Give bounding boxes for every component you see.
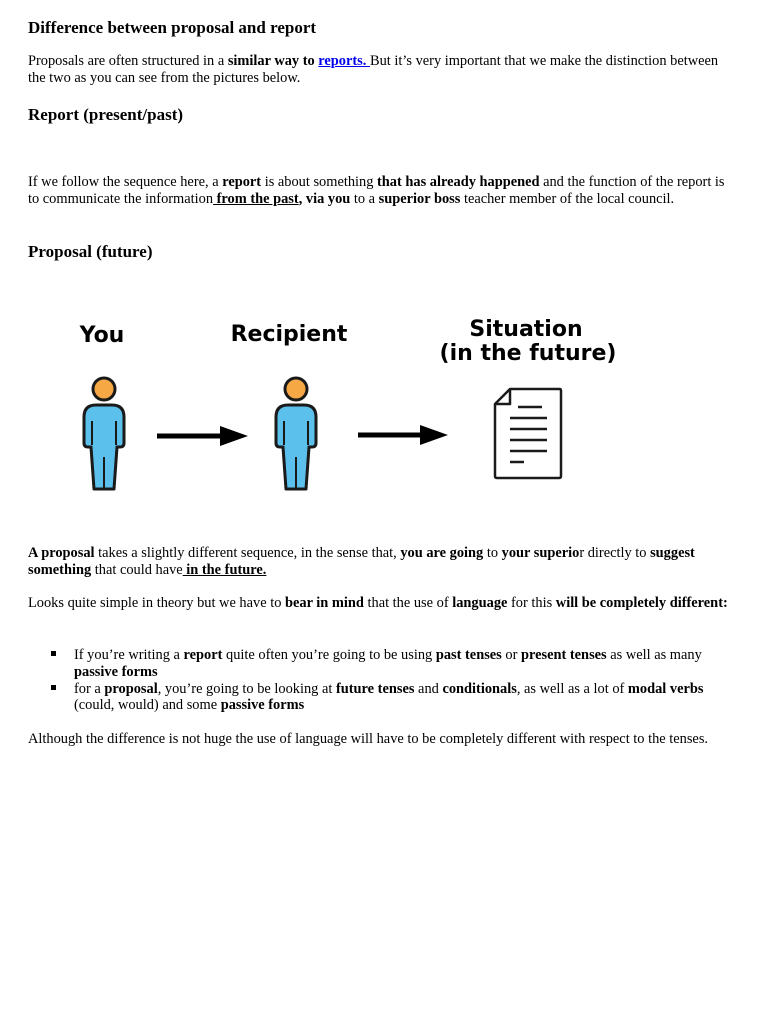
- proposal-text-3: r directly to: [579, 545, 651, 561]
- bullet-text-3: and: [414, 680, 443, 697]
- bullet-text-1: for a: [74, 680, 105, 697]
- report-text-3: and the function of the report is to communicate the information: [28, 174, 725, 207]
- intro-text-1: Proposals are often structured in a: [28, 53, 228, 69]
- bullet-text-2: quite often you’re going to be using: [222, 647, 436, 663]
- report-bold-1: report: [222, 174, 262, 190]
- conclusion-paragraph: Although the difference is not huge the use of language will have to be completely different with respect to the tenses.: [28, 731, 709, 747]
- language-text-1: Looks quite simple in theory but we have to: [28, 595, 285, 611]
- proposal-heading: Proposal (future): [28, 242, 153, 261]
- proposal-bold-2: you are going: [400, 545, 484, 561]
- bullet-text-4: as well as many: [606, 647, 702, 663]
- bullet-bold-2: past tenses: [435, 647, 502, 663]
- person-you-icon: [84, 378, 124, 489]
- bullet-bold-4: passive forms: [74, 663, 158, 680]
- tense-bullet-list: [28, 647, 728, 714]
- language-bold-1: bear in mind: [285, 595, 364, 611]
- proposal-bold-1: A proposal: [28, 545, 95, 561]
- proposal-paragraph: [28, 545, 728, 579]
- list-item: [28, 681, 728, 715]
- report-text-2: is about something: [261, 174, 378, 190]
- proposal-text-4: that could have: [91, 561, 183, 578]
- report-bold-2: that has already happened: [377, 174, 540, 190]
- proposal-bold-underline-1: in the future.: [182, 561, 267, 578]
- intro-bold-1: similar way to: [227, 53, 319, 69]
- proposal-text-1: takes a slightly different sequence, in the sense that,: [94, 545, 401, 561]
- bullet-square-icon: [51, 685, 56, 690]
- bullet-text-4: , as well as a lot of: [516, 680, 628, 697]
- report-paragraph: [28, 174, 728, 208]
- report-heading: Report (present/past): [28, 105, 184, 124]
- proposal-bold-3: your superio: [501, 545, 580, 561]
- label-recipient: Recipient: [230, 322, 348, 347]
- report-bold-underline-1: from the past: [213, 190, 299, 207]
- bullet-text-2: , you’re going to be looking at: [157, 680, 336, 697]
- report-text-1: If we follow the sequence here, a: [28, 174, 223, 190]
- report-bold-3: , via you: [298, 190, 351, 207]
- bullet-bold-1: report: [183, 647, 223, 663]
- main-heading: Difference between proposal and report: [28, 18, 317, 37]
- label-you: You: [79, 323, 125, 348]
- report-text-4: to a: [350, 190, 379, 207]
- bullet-bold-4: modal verbs: [627, 680, 704, 697]
- proposal-sequence-diagram: [40, 305, 640, 505]
- label-situation-line2: (in the future): [439, 341, 617, 366]
- intro-text-2: But it’s very important that we make the distinction between the two as you can see from the pictures below.: [28, 53, 719, 86]
- reports-link[interactable]: reports.: [318, 53, 370, 69]
- language-bold-2: language: [452, 595, 508, 611]
- bullet-bold-5: passive forms: [220, 697, 305, 714]
- bullet-text-3: or: [501, 647, 521, 663]
- arrow-right-icon: [358, 425, 448, 445]
- report-text-5: teacher member of the local council.: [460, 190, 675, 207]
- language-paragraph: [28, 595, 728, 612]
- arrow-right-icon: [157, 426, 248, 446]
- bullet-text-1: If you’re writing a: [74, 647, 184, 663]
- proposal-text-2: to: [483, 545, 502, 561]
- language-text-3: for this: [507, 595, 556, 611]
- person-recipient-icon: [276, 378, 316, 489]
- language-text-2: that the use of: [363, 595, 453, 611]
- bullet-text-5: (could, would) and some: [74, 697, 221, 714]
- report-bold-4: superior boss: [378, 190, 461, 207]
- label-situation-line1: Situation: [469, 317, 583, 342]
- bullet-bold-1: proposal: [104, 680, 158, 697]
- list-item: [28, 647, 728, 681]
- bullet-square-icon: [51, 651, 56, 656]
- intro-paragraph: [28, 53, 728, 87]
- document-icon: [495, 389, 561, 478]
- bullet-bold-2: future tenses: [335, 680, 415, 697]
- proposal-bold-4: suggest something: [28, 545, 695, 578]
- bullet-bold-3: conditionals: [442, 680, 517, 697]
- bullet-bold-3: present tenses: [520, 647, 607, 663]
- language-bold-3: will be completely different:: [555, 595, 728, 611]
